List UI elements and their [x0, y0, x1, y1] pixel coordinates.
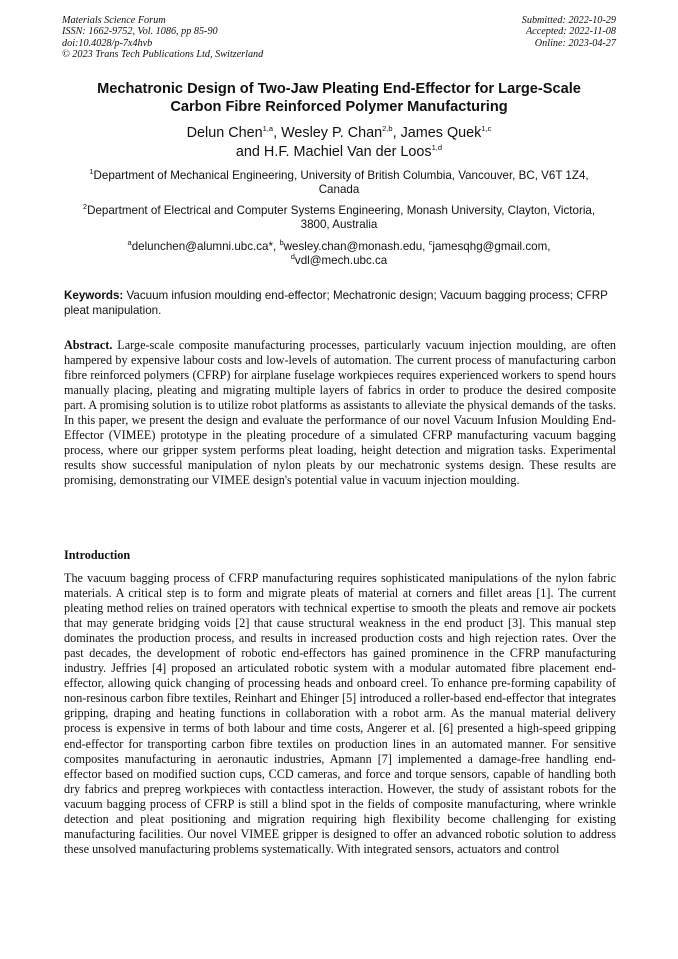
section-heading-introduction: Introduction: [64, 548, 131, 562]
author-conjunction: and: [235, 144, 264, 160]
email-mark: b: [279, 238, 284, 248]
keywords-text: Vacuum infusion moulding end-effector; Mechatronic design; Vacuum bagging process; CFRP pleat manipulation.: [64, 289, 608, 317]
email-mark: a: [127, 238, 132, 248]
author-affiliation-mark: 2,b: [382, 124, 393, 134]
journal-name: Materials Science Forum: [62, 15, 166, 26]
journal-doi: doi:10.4028/p-7x4hvb: [62, 37, 153, 49]
affiliation-1: [70, 169, 608, 198]
email-mark: c: [428, 238, 433, 248]
author-name: Delun Chen: [186, 125, 263, 141]
email-address: wesley.chan@monash.edu: [283, 240, 423, 253]
title-line-1: Mechatronic Design of Two-Jaw Pleating End-Effector for Large-Scale: [97, 81, 581, 97]
affiliation-mark: 1: [89, 167, 94, 177]
email-address: vdl@mech.ubc.ca: [294, 254, 388, 268]
author-name: Wesley P. Chan: [281, 125, 383, 141]
affiliation-text: Department of Electrical and Computer Systems Engineering, Monash University, Clayton, Victoria, 3800, Australia: [87, 204, 596, 232]
abstract-block: [64, 338, 616, 488]
affiliation-text: Department of Mechanical Engineering, University of British Columbia, Vancouver, BC, V6T 1Z4, Canada: [93, 169, 589, 197]
journal-copyright: © 2023 Trans Tech Publications Ltd, Switzerland: [62, 49, 264, 61]
author-affiliation-mark: 1,a: [262, 124, 274, 134]
abstract-label: Abstract.: [64, 338, 113, 352]
email-address: jamesqhg@gmail.com: [432, 240, 548, 253]
submission-dates: [522, 15, 616, 49]
author-list: Delun Chen$^{1,a}$, Wesley P. Chan$^{2,b}$, James Quek$^{1,c}$ and H.F. Machiel Van der Loos$^{1,d}$: [186, 124, 492, 160]
paper-title: [40, 80, 638, 116]
submitted-date: Submitted: 2022-10-29: [521, 15, 616, 26]
email-address: delunchen@alumni.ubc.ca*: [131, 240, 274, 253]
author-affiliation-mark: 1,c: [481, 124, 492, 134]
email-mark: d: [290, 252, 295, 262]
accepted-date: Accepted: 2022-11-08: [525, 26, 616, 38]
affiliation-2: [70, 204, 608, 233]
affiliation-mark: 2: [82, 202, 88, 212]
journal-info: [62, 15, 263, 61]
keywords-block: [64, 289, 616, 318]
journal-issn: ISSN: 1662-9752, Vol. 1086, pp 85-90: [62, 26, 218, 38]
keywords-label: Keywords:: [64, 289, 124, 302]
author-name: James Quek: [400, 125, 482, 141]
title-line-2: Carbon Fibre Reinforced Polymer Manufacturing: [170, 99, 508, 115]
introduction-paragraph: The vacuum bagging process of CFRP manufacturing requires sophisticated manipulations of the nylon fabric materials. A critical step is to form and migrate pleats of material at corners and fillet areas [1]. The current pleating method relies on trained operators with technical expertise to smooth the pleats and remove air pockets that may generate bridging voids [2] that cause structural weakness in the end product [3]. This manual step dominates the production process, and results in increased production costs and high rejection rates. Over the past decades, the development of robotic end-effectors has gained prominence in the CFRP manufacturing industry. Jeffries [4] proposed an articulated robotic system with a modular automated fibre placement end-effector, allowing quick changing of processing heads and onboard creel. To enhance pre-forming capability of non-resinous carbon fibre textiles, Reinhart and Ehinger [5] introduced a roller-based end-effector that integrates gripping, draping and heating functions in collaboration with a robot arm. As the manual material delivery process is expensive in terms of both labour and time costs, Angerer et al. [6] presented a high-speed gripping end-effector for transporting carbon fibre textiles on production lines in an automated manner. For sensitive composites manufacturing in aeronautic industries, Apmann [7] implemented a damage-free handling end-effector based on modified suction cups, CCD cameras, and force and torque sensors, capable of handling both dry fabrics and prepreg workpieces with contactless interaction. However, the study of assistant robots for the vacuum bagging process of CFRP is still a blind spot in the fields of composite manufacturing, where wrinkle detection and pleat positioning and migration requiring high flexibility become challenging for existing manufacturing facilities. Our novel VIMEE gripper is designed to offer an advanced robotic solution to address these unsolved manufacturing problems systematically. With integrated sensors, actuators and control: [64, 571, 616, 856]
abstract-text: Large-scale composite manufacturing processes, particularly vacuum injection moulding, are often hampered by expensive labour costs and low-levels of automation. The current process of manufacturing carbon fibre reinforced polymers (CFRP) for airplane fuselage workpieces requires experienced workers to spend hours manually placing, pleating and migrating multiple layers of fabrics in order to produce the desired composite part. A promising solution is to utilize robot platforms as assistants to alleviate the physical demands of the tasks. In this paper, we present the design and evaluate the performance of our novel Vacuum Infusion Moulding End-Effector (VIMEE) prototype in the pleating procedure of a simulated CFRP manufacturing vacuum bagging process, where our gripper system performs pleat loading, height detection and migration tasks. Experimental results show successful manipulation of nylon pleats by our mechatronic systems design. These results are promising, demonstrating our VIMEE design's potential value in vacuum injection moulding.: [64, 338, 616, 488]
online-date: Online: 2023-04-27: [534, 37, 616, 49]
author-emails: $^a$delunchen@alumni.ubc.ca*, $^b$wesley.chan@monash.edu, $^c$jamesqhg@gmail.com, $^d$vdl@mech.ubc.ca: [127, 238, 551, 268]
author-affiliation-mark: 1,d: [431, 143, 443, 153]
author-name: H.F. Machiel Van der Loos: [263, 144, 432, 160]
